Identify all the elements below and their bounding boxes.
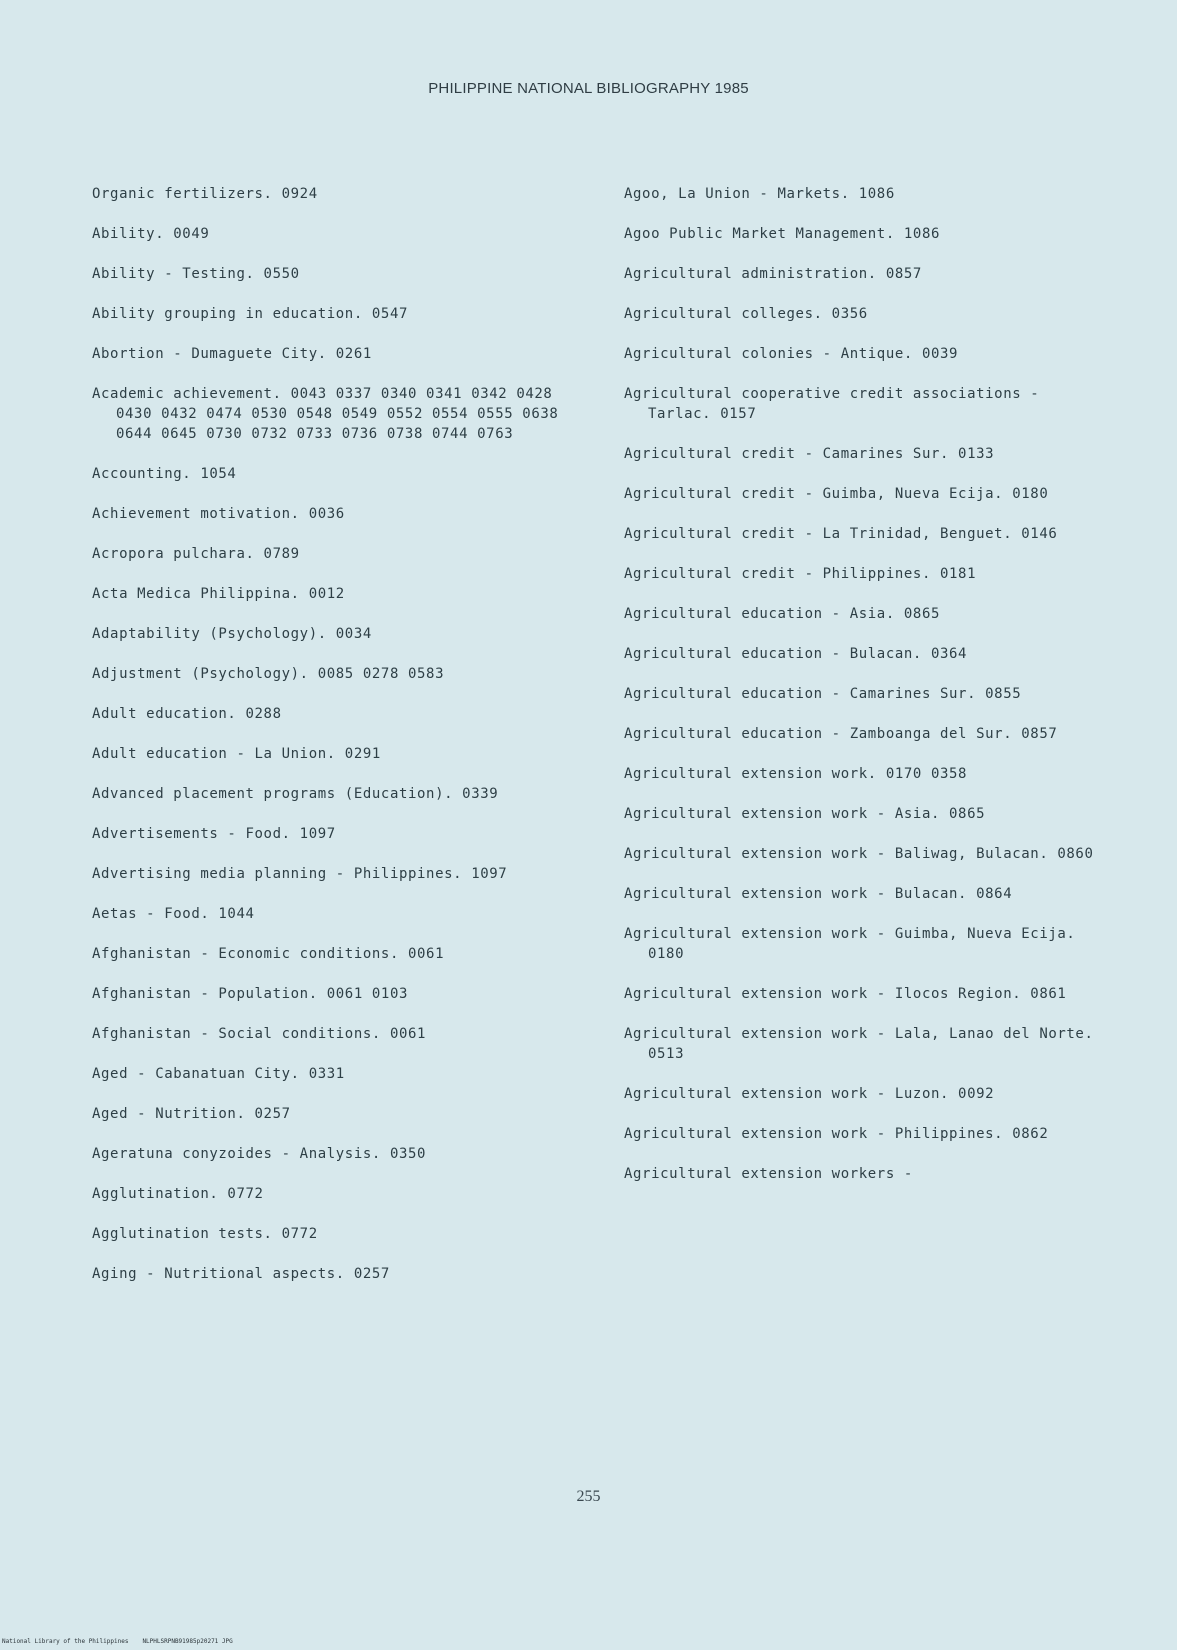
index-entry: Agricultural extension work - Ilocos Region. 0861 (624, 986, 1067, 1002)
page-number: 255 (576, 1488, 601, 1505)
index-entry: Aged - Cabanatuan City. 0331 (92, 1066, 345, 1082)
index-entry: Agricultural extension work. 0170 0358 (624, 766, 968, 782)
index-entry: Advertising media planning - Philippines. 1097 (92, 866, 508, 882)
index-entry: Adaptability (Psychology). 0034 (92, 626, 372, 642)
index-entry: Ability - Testing. 0550 (92, 266, 300, 282)
index-entry: Agglutination. 0772 (92, 1186, 264, 1202)
scan-stamp-library: National Library of the Philippines (2, 1638, 129, 1645)
index-entry: Agricultural extension work - Baliwag, Bulacan. 0860 (624, 846, 1094, 862)
page-title: PHILIPPINE NATIONAL BIBLIOGRAPHY 1985 (428, 80, 749, 97)
index-entry: Adjustment (Psychology). 0085 0278 0583 (92, 666, 445, 682)
index-entry: Agglutination tests. 0772 (92, 1226, 318, 1242)
scan-stamp (2, 1638, 247, 1645)
index-entry: Agricultural credit - Guimba, Nueva Ecija. 0180 (624, 486, 1049, 502)
scan-stamp-file: NLPHLSRPNB91985p20271 JPG (142, 1638, 233, 1645)
index-entry: Agricultural education - Asia. 0865 (624, 606, 941, 622)
index-entry: Afghanistan - Social conditions. 0061 (92, 1026, 427, 1042)
index-entry: Ability grouping in education. 0547 (92, 306, 409, 322)
index-entry: Agricultural extension work - Asia. 0865 (624, 806, 986, 822)
index-entry: Agricultural credit - Philippines. 0181 (624, 566, 977, 582)
index-entry: Abortion - Dumaguete City. 0261 (92, 346, 372, 362)
index-entry: Agoo, La Union - Markets. 1086 (624, 186, 895, 202)
index-entry: Aged - Nutrition. 0257 (92, 1106, 291, 1122)
index-entry: Agricultural administration. 0857 (624, 266, 922, 282)
index-entry: Agricultural education - Camarines Sur. 0855 (624, 686, 1022, 702)
index-entry: Agricultural extension work - Philippines. 0862 (624, 1126, 1049, 1142)
index-entry: Agoo Public Market Management. 1086 (624, 226, 941, 242)
index-entry: Agricultural extension work - Guimba, Nueva Ecija. 0180 (624, 926, 1085, 962)
index-entry: Ageratuna conyzoides - Analysis. 0350 (92, 1146, 427, 1162)
index-entry: Agricultural extension work - Luzon. 0092 (624, 1086, 995, 1102)
index-entry: Agricultural education - Zamboanga del Sur. 0857 (624, 726, 1058, 742)
index-entry: Aging - Nutritional aspects. 0257 (92, 1266, 390, 1282)
index-column-right (624, 184, 1103, 1204)
index-entry: Accounting. 1054 (92, 466, 237, 482)
index-entry: Agricultural colonies - Antique. 0039 (624, 346, 959, 362)
index-entry: Aetas - Food. 1044 (92, 906, 255, 922)
index-entry: Agricultural cooperative credit associations - Tarlac. 0157 (624, 386, 1049, 422)
index-entry: Afghanistan - Economic conditions. 0061 (92, 946, 445, 962)
index-entry: Agricultural education - Bulacan. 0364 (624, 646, 968, 662)
index-entry: Advertisements - Food. 1097 (92, 826, 336, 842)
index-entry: Acta Medica Philippina. 0012 (92, 586, 345, 602)
index-entry: Advanced placement programs (Education). 0339 (92, 786, 499, 802)
index-entry: Agricultural extension work - Lala, Lanao del Norte. 0513 (624, 1026, 1103, 1062)
index-entry: Afghanistan - Population. 0061 0103 (92, 986, 409, 1002)
index-column-left (92, 184, 582, 1304)
index-entry: Adult education. 0288 (92, 706, 282, 722)
index-entry: Ability. 0049 (92, 226, 210, 242)
index-entry: Adult education - La Union. 0291 (92, 746, 381, 762)
index-entry: Agricultural extension work - Bulacan. 0864 (624, 886, 1013, 902)
index-entry: Organic fertilizers. 0924 (92, 186, 318, 202)
index-entry: Agricultural credit - La Trinidad, Benguet. 0146 (624, 526, 1058, 542)
index-entry: Agricultural credit - Camarines Sur. 0133 (624, 446, 995, 462)
index-entry: Agricultural colleges. 0356 (624, 306, 868, 322)
index-entry: Acropora pulchara. 0789 (92, 546, 300, 562)
index-entry: Agricultural extension workers - (624, 1166, 913, 1182)
index-entry: Academic achievement. 0043 0337 0340 0341 0342 0428 0430 0432 0474 0530 0548 0549 0552 0554 0555 0638 0644 0645 0730 0732 0733 0736 0738 0744 0763 (92, 386, 568, 442)
index-entry: Achievement motivation. 0036 (92, 506, 345, 522)
